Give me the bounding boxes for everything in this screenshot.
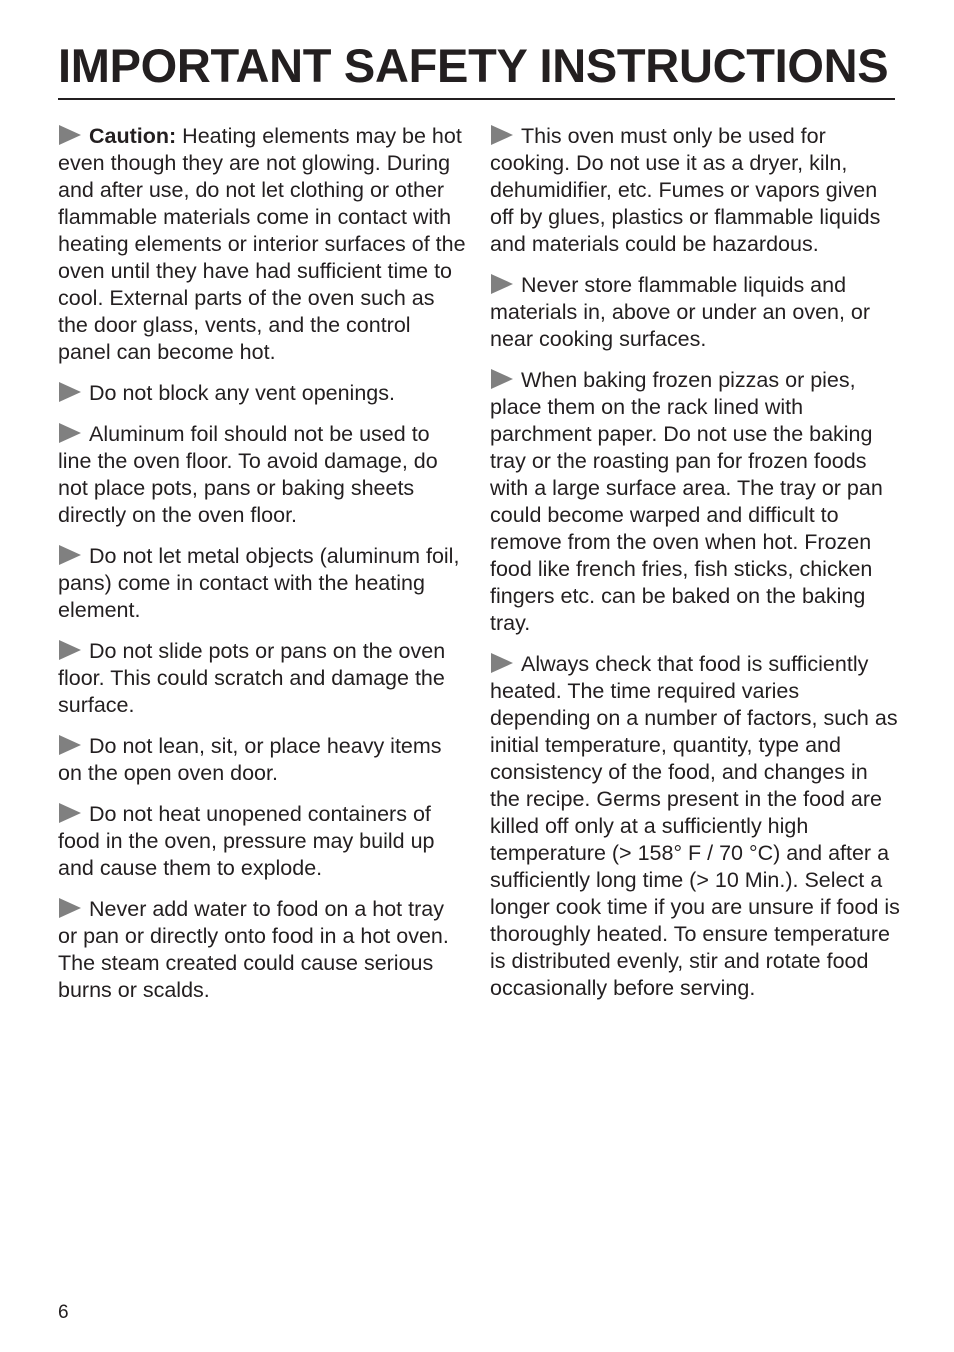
safety-item bbox=[58, 733, 468, 787]
safety-item-text: Do not heat unopened containers of food in the oven, pressure may build up and cause them to explode. bbox=[58, 802, 435, 880]
triangle-right-icon bbox=[58, 423, 82, 443]
safety-item-text: Do not block any vent openings. bbox=[89, 381, 395, 405]
triangle-right-icon bbox=[490, 274, 514, 294]
safety-item-text: Do not slide pots or pans on the oven floor. This could scratch and damage the surface. bbox=[58, 639, 446, 717]
triangle-right-icon bbox=[490, 653, 514, 673]
safety-item-text: Aluminum foil should not be used to line the oven floor. To avoid damage, do not place pots, pans or baking sheets directly on the oven floor. bbox=[58, 422, 438, 527]
page-title: IMPORTANT SAFETY INSTRUCTIONS bbox=[58, 39, 889, 92]
safety-item-text: Do not lean, sit, or place heavy items on the open oven door. bbox=[58, 734, 442, 785]
safety-item bbox=[490, 272, 900, 353]
triangle-right-icon bbox=[58, 545, 82, 565]
triangle-right-icon bbox=[58, 125, 82, 145]
safety-item bbox=[58, 896, 468, 1004]
safety-item bbox=[58, 421, 468, 529]
safety-item bbox=[490, 367, 900, 637]
safety-item bbox=[58, 543, 468, 624]
triangle-right-icon bbox=[58, 898, 82, 918]
right-column bbox=[490, 123, 900, 1016]
triangle-right-icon bbox=[58, 735, 82, 755]
safety-item-text: Heating elements may be hot even though they are not glowing. During and after use, do not let clothing or other flammable materials come in contact with heating elements or interior surfaces of the oven until they have had sufficient time to cool. External parts of the oven such as the door glass, vents, and the control panel can become hot. bbox=[58, 124, 466, 364]
title-divider bbox=[58, 98, 895, 100]
safety-item-text: Do not let metal objects (aluminum foil, pans) come in contact with the heating element. bbox=[58, 544, 460, 622]
triangle-right-icon bbox=[490, 369, 514, 389]
triangle-right-icon bbox=[58, 640, 82, 660]
safety-item-text: Always check that food is sufficiently heated. The time required varies depending on a number of factors, such as initial temperature, quantity, type and consistency of the food, and changes in the recipe. Germs present in the food are killed off only at a sufficiently high temperature (> 158° F / 70 °C) and after a sufficiently long time (> 10 Min.). Select a longer cook time if you are unsure if food is thoroughly heated. To ensure temperature is distributed evenly, stir and rotate food occasionally before serving. bbox=[490, 652, 900, 1000]
safety-item bbox=[490, 123, 900, 258]
safety-item bbox=[58, 123, 468, 366]
safety-item bbox=[58, 638, 468, 719]
left-column bbox=[58, 123, 468, 1018]
triangle-right-icon bbox=[58, 803, 82, 823]
caution-label: Caution: bbox=[89, 124, 177, 148]
safety-item-text: Never store flammable liquids and materials in, above or under an oven, or near cooking surfaces. bbox=[490, 273, 871, 351]
safety-item-text: This oven must only be used for cooking. Do not use it as a dryer, kiln, dehumidifier, etc. Fumes or vapors given off by glues, plastics or flammable liquids and materials could be hazardous. bbox=[490, 124, 881, 256]
safety-item bbox=[58, 801, 468, 882]
triangle-right-icon bbox=[58, 382, 82, 402]
safety-item-text: When baking frozen pizzas or pies, place them on the rack lined with parchment paper. Do not use the baking tray or the roasting pan for frozen foods with a large surface area. The tray or pan could become warped and difficult to remove from the oven when hot. Frozen food like french fries, fish sticks, chicken fingers etc. can be baked on the baking tray. bbox=[490, 368, 883, 635]
safety-item bbox=[58, 380, 468, 407]
safety-item-text: Never add water to food on a hot tray or pan or directly onto food in a hot oven. The steam created could cause serious burns or scalds. bbox=[58, 897, 449, 1002]
page-number: 6 bbox=[58, 1302, 69, 1323]
triangle-right-icon bbox=[490, 125, 514, 145]
safety-item bbox=[490, 651, 900, 1002]
